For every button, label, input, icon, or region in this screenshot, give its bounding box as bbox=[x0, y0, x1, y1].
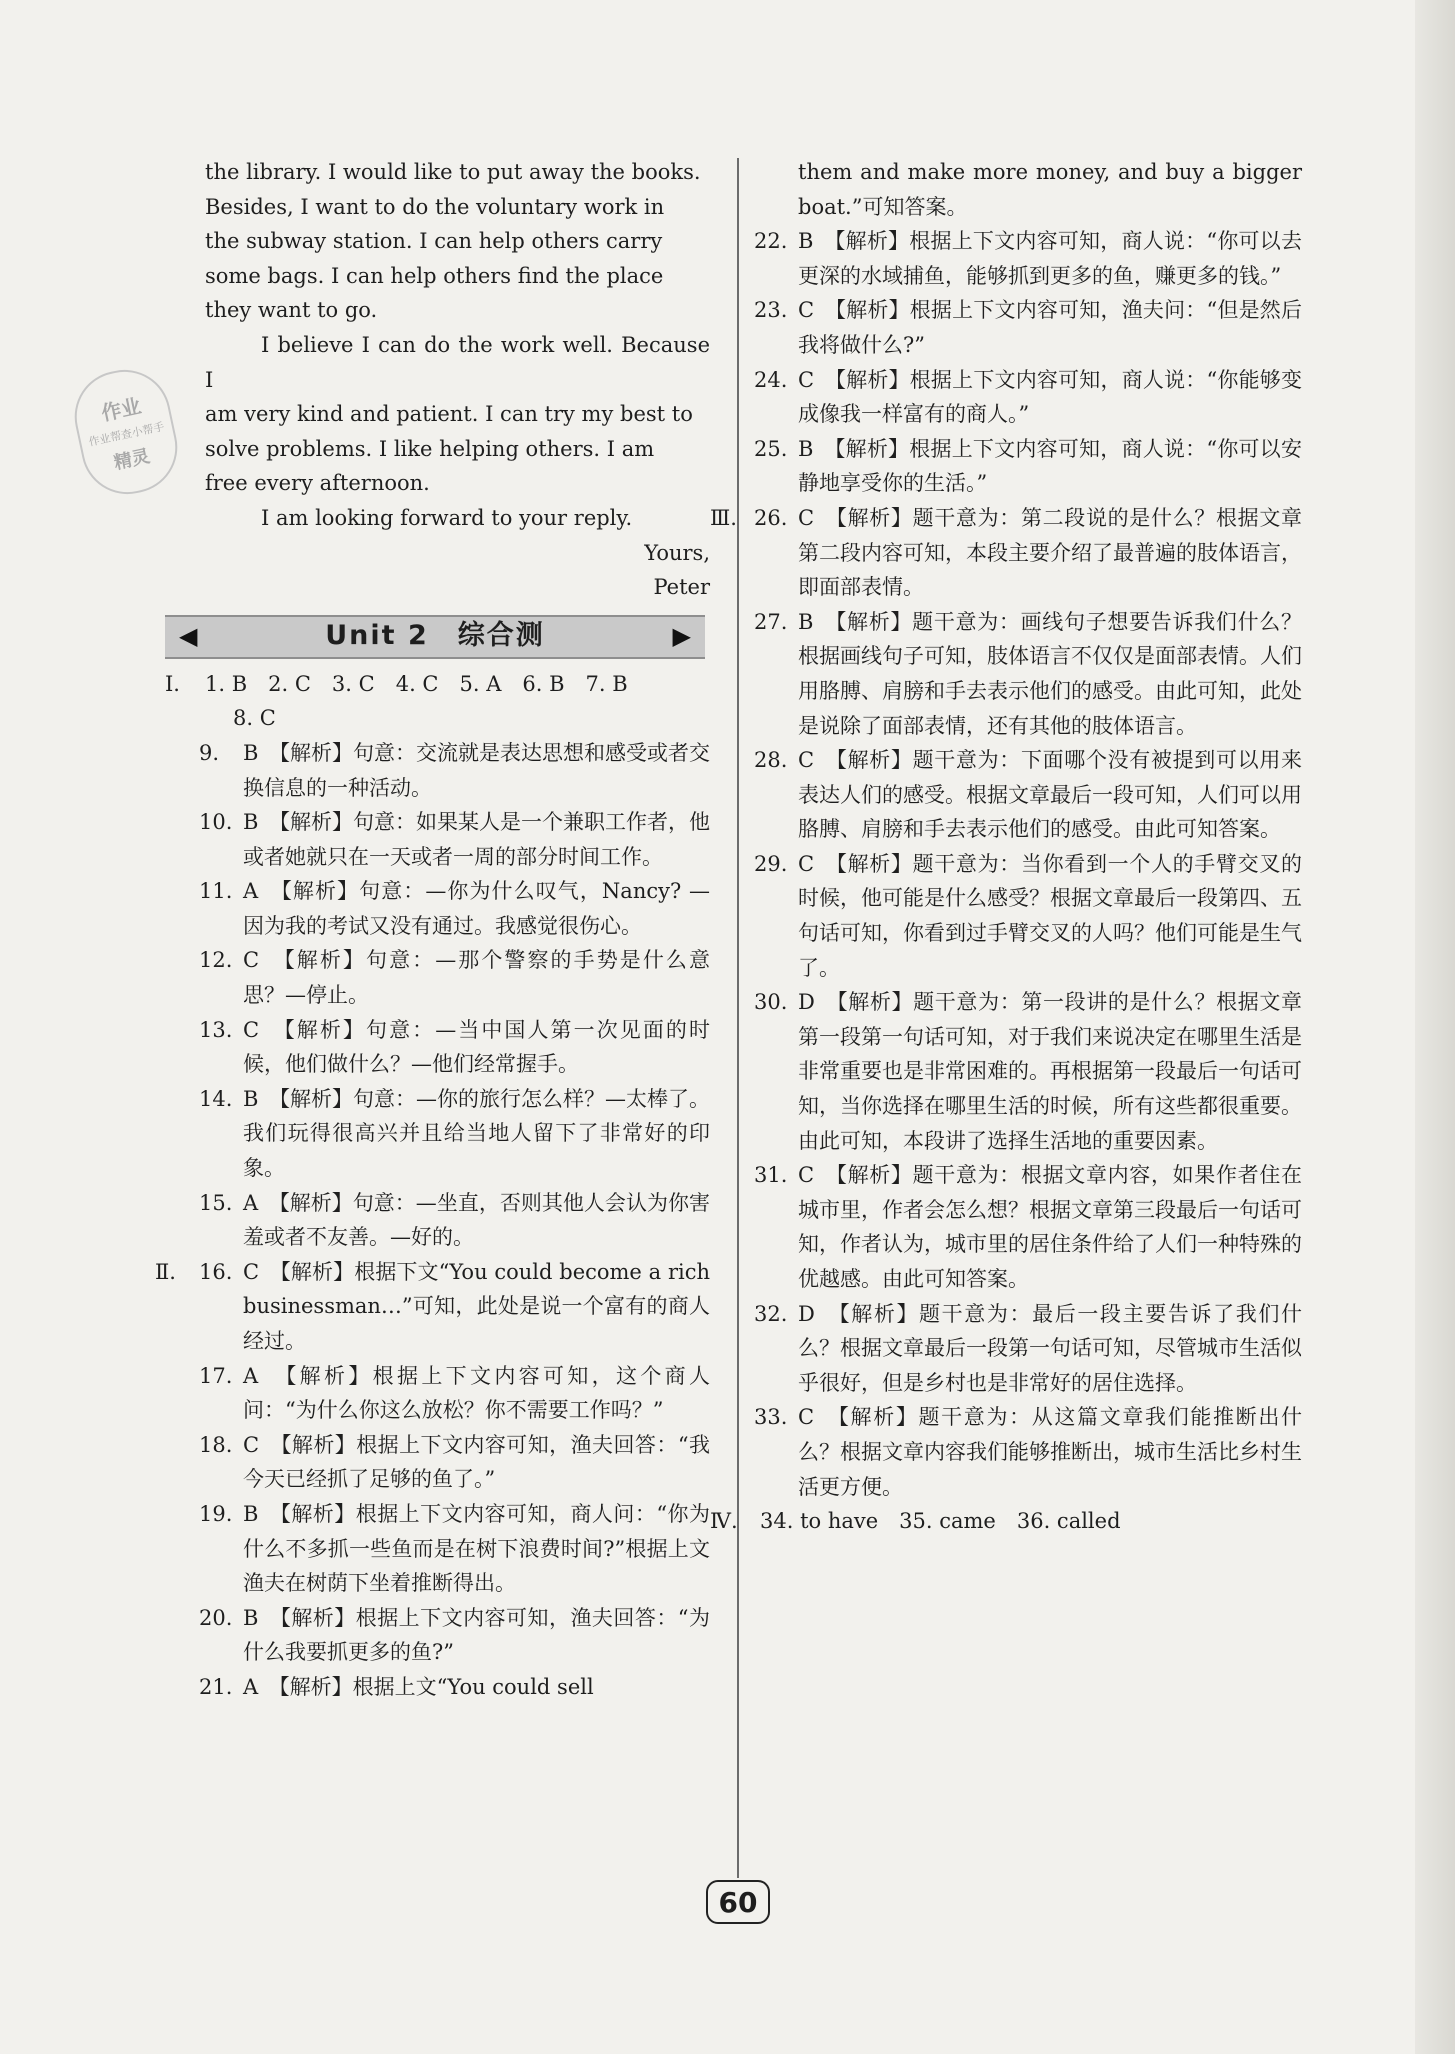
answer-item bbox=[199, 1359, 710, 1428]
item-number: 29. bbox=[754, 851, 788, 876]
item-text: C 【解析】题干意为：根据文章内容，如果作者住在城市里，作者会怎么想？根据文章第三段最后一句话可知，作者认为，城市里的居住条件给了人们一种特殊的优越感。由此可知答案。 bbox=[798, 1163, 1302, 1291]
item-text: D 【解析】题干意为：最后一段主要告诉了我们什么？根据文章最后一段第一句话可知，尽管城市生活似乎很好，但是乡村也是非常好的居住选择。 bbox=[798, 1301, 1302, 1395]
letter-line: I believe I can do the work well. Because I bbox=[205, 332, 710, 392]
item-number: 17. bbox=[199, 1363, 233, 1388]
answer-item bbox=[155, 1255, 710, 1359]
answer-item bbox=[754, 293, 1302, 362]
answer-item bbox=[754, 224, 1302, 293]
item-text: A 【解析】句意：—坐直，否则其他人会认为你害羞或者不友善。—好的。 bbox=[243, 1190, 710, 1250]
answer-item bbox=[710, 501, 1302, 605]
item-number: 9. bbox=[199, 740, 220, 765]
answer-item bbox=[754, 363, 1302, 432]
answer-item bbox=[199, 1186, 710, 1255]
item-text: B 【解析】根据上下文内容可知，商人说：“你可以安静地享受你的生活。” bbox=[798, 436, 1302, 496]
item-number: 11. bbox=[199, 879, 233, 904]
item-number: 16. bbox=[199, 1259, 233, 1284]
page-edge bbox=[1415, 0, 1455, 2054]
answer-item bbox=[199, 736, 710, 805]
answer-item bbox=[754, 847, 1302, 985]
item-text: A 【解析】句意：—你为什么叹气，Nancy? —因为我的考试又没有通过。我感觉很伤心。 bbox=[243, 879, 710, 938]
left-column bbox=[155, 155, 710, 1705]
letter-closing: Yours, bbox=[644, 540, 710, 565]
answer-item bbox=[199, 1670, 710, 1705]
stamp-line-2: 作业帮查小帮手 bbox=[87, 419, 166, 449]
answer-row: 1. B 2. C 3. C 4. C 5. A 6. B 7. B bbox=[205, 671, 628, 696]
answer-item bbox=[754, 432, 1302, 501]
answer-item bbox=[754, 743, 1302, 847]
watermark-stamp bbox=[66, 361, 186, 502]
item-text: B 【解析】句意：如果某人是一个兼职工作者，他或者她就只在一天或者一周的部分时间工作。 bbox=[243, 810, 710, 869]
answer-item bbox=[754, 605, 1302, 743]
item-number: 27. bbox=[754, 609, 788, 634]
item-text: C 【解析】根据上下文内容可知，渔夫问：“但是然后我将做什么?” bbox=[798, 298, 1302, 357]
item-text: C 【解析】根据上下文内容可知，商人说：“你能够变成像我一样富有的商人。” bbox=[798, 367, 1302, 427]
item-number: 19. bbox=[199, 1501, 233, 1526]
item-number: 24. bbox=[754, 367, 788, 392]
item-text: A 【解析】根据上文“You could sell bbox=[243, 1674, 594, 1699]
answer-item bbox=[199, 1428, 710, 1497]
column-divider bbox=[737, 158, 739, 1878]
answer-item bbox=[199, 874, 710, 943]
item-text: C 【解析】句意：—那个警察的手势是什么意思？—停止。 bbox=[243, 948, 710, 1008]
item-number: 18. bbox=[199, 1432, 233, 1457]
section-numeral: Ⅳ. bbox=[710, 1509, 738, 1534]
item-text: C 【解析】题干意为：第二段说的是什么？根据文章第二段内容可知，本段主要介绍了最普遍的肢体语言，即面部表情。 bbox=[798, 505, 1302, 600]
unit-title: Unit 2 综合测 bbox=[325, 620, 545, 652]
letter-signature: Peter bbox=[653, 575, 710, 600]
answer-item bbox=[199, 943, 710, 1012]
letter-line: they want to go. bbox=[205, 298, 378, 323]
answer-item bbox=[199, 805, 710, 874]
item-text: C 【解析】句意：—当中国人第一次见面的时候，他们做什么？—他们经常握手。 bbox=[243, 1017, 710, 1077]
section-1-answers bbox=[165, 667, 710, 736]
item-number: 25. bbox=[754, 436, 788, 461]
letter-line: am very kind and patient. I can try my best to bbox=[205, 402, 693, 427]
page-number: 60 bbox=[706, 1880, 770, 1924]
right-triangle-icon: ▶ bbox=[672, 622, 691, 651]
item-text: B 【解析】根据上下文内容可知，商人问：“你为什么不多抓一些鱼而是在树下浪费时间?”根据上文渔夫在树荫下坐着推断得出。 bbox=[243, 1501, 710, 1596]
item-text: them and make more money, and buy a bigger boat.”可知答案。 bbox=[798, 160, 1302, 219]
section-numeral: Ⅰ. bbox=[165, 671, 180, 696]
answer-item bbox=[199, 1497, 710, 1601]
stamp-line-3: 精灵 bbox=[112, 445, 152, 474]
item-number: 15. bbox=[199, 1190, 233, 1215]
item-number: 21. bbox=[199, 1674, 233, 1699]
item-text: A 【解析】根据上下文内容可知，这个商人问：“为什么你这么放松？你不需要工作吗？” bbox=[243, 1363, 710, 1423]
item-number: 14. bbox=[199, 1086, 233, 1111]
letter-line: some bags. I can help others find the place bbox=[205, 263, 664, 288]
letter-line: free every afternoon. bbox=[205, 471, 430, 496]
letter-line: the library. I would like to put away the books. bbox=[205, 160, 701, 184]
stamp-line-1: 作业 bbox=[99, 393, 144, 425]
answer-row: 34. to have 35. came 36. called bbox=[760, 1509, 1121, 1534]
letter-line: solve problems. I like helping others. I am bbox=[205, 436, 655, 461]
answer-item bbox=[710, 1504, 1302, 1539]
item-text: B 【解析】题干意为：画线句子想要告诉我们什么？根据画线句子可知，肢体语言不仅仅是面部表情。人们用胳膊、肩膀和手去表示他们的感受。由此可知，此处是说除了面部表情，还有其他的肢体语言。 bbox=[798, 609, 1302, 738]
answer-item-continued bbox=[760, 155, 1302, 224]
answer-row: 8. C bbox=[233, 706, 276, 731]
answer-item bbox=[754, 1158, 1302, 1296]
section-numeral: Ⅱ. bbox=[155, 1259, 176, 1284]
item-text: B 【解析】根据上下文内容可知，渔夫回答：“为什么我要抓更多的鱼?” bbox=[243, 1605, 710, 1665]
item-number: 26. bbox=[754, 505, 788, 530]
item-number: 13. bbox=[199, 1017, 233, 1042]
answer-item bbox=[754, 1400, 1302, 1504]
item-number: 20. bbox=[199, 1605, 233, 1630]
item-text: B 【解析】根据上下文内容可知，商人说：“你可以去更深的水域捕鱼，能够抓到更多的鱼，赚更多的钱。” bbox=[798, 229, 1302, 288]
answer-item bbox=[754, 1297, 1302, 1401]
item-number: 23. bbox=[754, 298, 788, 323]
letter-line: the subway station. I can help others carry bbox=[205, 229, 663, 254]
item-number: 22. bbox=[754, 229, 788, 254]
item-text: B 【解析】句意：—你的旅行怎么样？—太棒了。我们玩得很高兴并且给当地人留下了非常好的印象。 bbox=[243, 1086, 710, 1181]
item-number: 10. bbox=[199, 810, 233, 835]
item-number: 30. bbox=[754, 990, 788, 1015]
item-number: 31. bbox=[754, 1163, 788, 1188]
item-text: C 【解析】题干意为：从这篇文章我们能推断出什么？根据文章内容我们能够推断出，城市生活比乡村生活更方便。 bbox=[798, 1405, 1302, 1499]
item-text: B 【解析】句意：交流就是表达思想和感受或者交换信息的一种活动。 bbox=[243, 740, 710, 800]
left-triangle-icon: ◀ bbox=[179, 622, 198, 651]
item-text: C 【解析】题干意为：当你看到一个人的手臂交叉的时候，他可能是什么感受？根据文章最后一段第四、五句话可知，你看到过手臂交叉的人吗？他们可能是生气了。 bbox=[798, 851, 1302, 980]
letter-line: Besides, I want to do the voluntary work in bbox=[205, 194, 665, 219]
right-column bbox=[710, 155, 1302, 1539]
answer-item bbox=[199, 1601, 710, 1670]
letter-line: I am looking forward to your reply. bbox=[261, 505, 633, 530]
item-text: C 【解析】题干意为：下面哪个没有被提到可以用来表达人们的感受。根据文章最后一段可知，人们可以用胳膊、肩膀和手去表示他们的感受。由此可知答案。 bbox=[798, 748, 1302, 842]
item-number: 32. bbox=[754, 1301, 788, 1326]
item-text: C 【解析】根据下文“You could become a rich businessman…”可知，此处是说一个富有的商人经过。 bbox=[243, 1259, 710, 1353]
item-number: 28. bbox=[754, 748, 788, 773]
item-text: D 【解析】题干意为：第一段讲的是什么？根据文章第一段第一句话可知，对于我们来说决定在哪里生活是非常重要也是非常困难的。再根据第一段最后一句话可知，当你选择在哪里生活的时候，所有这些都很重要。由此可知，本段讲了选择生活地的重要因素。 bbox=[798, 990, 1302, 1153]
item-text: C 【解析】根据上下文内容可知，渔夫回答：“我今天已经抓了足够的鱼了。” bbox=[243, 1432, 710, 1492]
item-number: 33. bbox=[754, 1405, 788, 1430]
item-number: 12. bbox=[199, 948, 233, 973]
answer-item bbox=[754, 985, 1302, 1158]
unit-banner bbox=[165, 615, 705, 659]
section-numeral: Ⅲ. bbox=[710, 505, 737, 530]
answer-item bbox=[199, 1013, 710, 1082]
answer-item bbox=[199, 1082, 710, 1186]
